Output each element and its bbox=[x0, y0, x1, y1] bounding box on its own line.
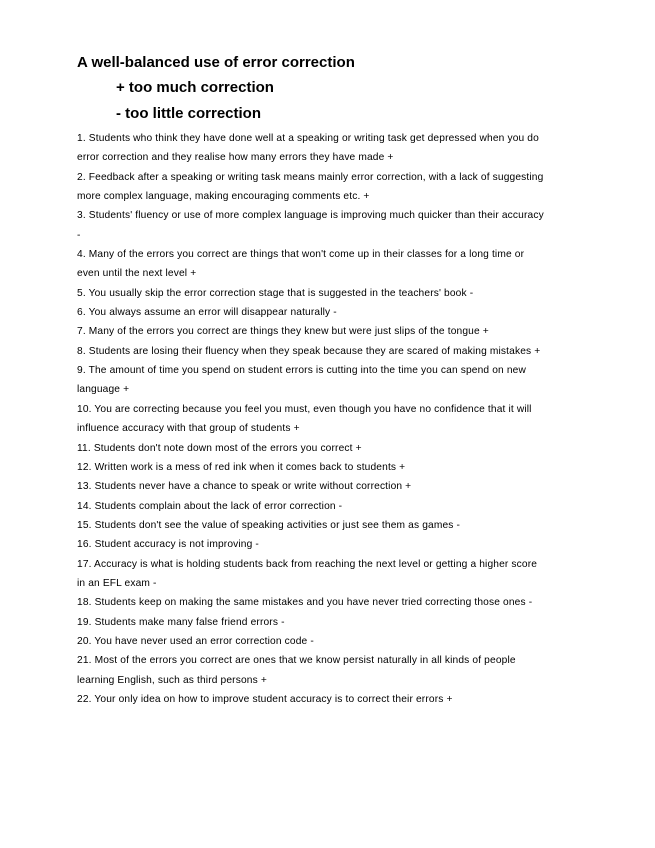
list-item-line: 16. Student accuracy is not improving - bbox=[77, 539, 259, 551]
list-item-line: learning English, such as third persons + bbox=[77, 674, 267, 686]
statement-list bbox=[77, 129, 617, 709]
list-item-line: 9. The amount of time you spend on student errors is cutting into the time you can spend on new bbox=[77, 365, 526, 377]
list-item bbox=[77, 477, 617, 496]
list-item bbox=[77, 206, 617, 245]
list-item-line: more complex language, making encouraging comments etc. + bbox=[77, 191, 370, 203]
list-item bbox=[77, 516, 617, 535]
list-item-line: language + bbox=[77, 384, 130, 396]
list-item-line: 10. You are correcting because you feel you must, even though you have no confidence that it will bbox=[77, 403, 532, 415]
list-item-line: 15. Students don't see the value of speaking activities or just see them as games - bbox=[77, 519, 461, 531]
list-item-line: influence accuracy with that group of students + bbox=[77, 423, 300, 435]
list-item bbox=[77, 458, 617, 477]
list-item-line: - bbox=[77, 229, 81, 241]
list-item bbox=[77, 593, 617, 612]
list-item-line: 19. Students make many false friend errors - bbox=[77, 616, 285, 628]
list-item-line: 18. Students keep on making the same mistakes and you have never tried correcting those ones - bbox=[77, 597, 533, 609]
list-item-line: 14. Students complain about the lack of error correction - bbox=[77, 500, 343, 512]
list-item bbox=[77, 168, 617, 207]
list-item-line: 21. Most of the errors you correct are ones that we know persist naturally in all kinds of people bbox=[77, 655, 516, 667]
list-item-line: 17. Accuracy is what is holding students back from reaching the next level or getting a higher score bbox=[77, 558, 538, 570]
legend-too-much: + too much correction bbox=[116, 79, 274, 96]
list-item-line: 22. Your only idea on how to improve student accuracy is to correct their errors + bbox=[77, 693, 453, 705]
list-item-line: 5. You usually skip the error correction stage that is suggested in the teachers' book - bbox=[77, 287, 474, 299]
list-item-line: 20. You have never used an error correction code - bbox=[77, 635, 314, 647]
list-item-line: even until the next level + bbox=[77, 268, 197, 280]
list-item bbox=[77, 361, 617, 400]
list-item-line: 7. Many of the errors you correct are things they knew but were just slips of the tongue + bbox=[77, 326, 489, 338]
list-item-line: 8. Students are losing their fluency when they speak because they are scared of making mistakes + bbox=[77, 345, 541, 357]
list-item bbox=[77, 632, 617, 651]
list-item bbox=[77, 303, 617, 322]
list-item bbox=[77, 535, 617, 554]
list-item bbox=[77, 245, 617, 284]
list-item bbox=[77, 690, 617, 709]
list-item bbox=[77, 342, 617, 361]
list-item-line: 11. Students don't note down most of the errors you correct + bbox=[77, 442, 362, 454]
legend-too-little: - too little correction bbox=[116, 105, 262, 122]
list-item bbox=[77, 651, 617, 690]
list-item bbox=[77, 284, 617, 303]
document-title: A well-balanced use of error correction bbox=[77, 54, 355, 71]
list-item-line: error correction and they realise how many errors they have made + bbox=[77, 152, 394, 164]
list-item bbox=[77, 613, 617, 632]
list-item-line: 1. Students who think they have done well at a speaking or writing task get depressed when you do bbox=[77, 133, 539, 144]
list-item bbox=[77, 322, 617, 341]
list-item-line: 13. Students never have a chance to speak or write without correction + bbox=[77, 481, 412, 493]
list-item-line: 6. You always assume an error will disappear naturally - bbox=[77, 307, 337, 319]
list-item-line: 3. Students' fluency or use of more complex language is improving much quicker than their accuracy bbox=[77, 210, 544, 222]
list-item-line: 12. Written work is a mess of red ink when it comes back to students + bbox=[77, 461, 406, 473]
list-item-line: 2. Feedback after a speaking or writing task means mainly error correction, with a lack of suggesting bbox=[77, 171, 544, 183]
list-item bbox=[77, 400, 617, 439]
list-item bbox=[77, 555, 617, 594]
list-item-line: in an EFL exam - bbox=[77, 577, 157, 589]
list-item-line: 4. Many of the errors you correct are things that won't come up in their classes for a long time or bbox=[77, 249, 525, 261]
list-item bbox=[77, 497, 617, 516]
list-item bbox=[77, 129, 617, 168]
list-item bbox=[77, 439, 617, 458]
